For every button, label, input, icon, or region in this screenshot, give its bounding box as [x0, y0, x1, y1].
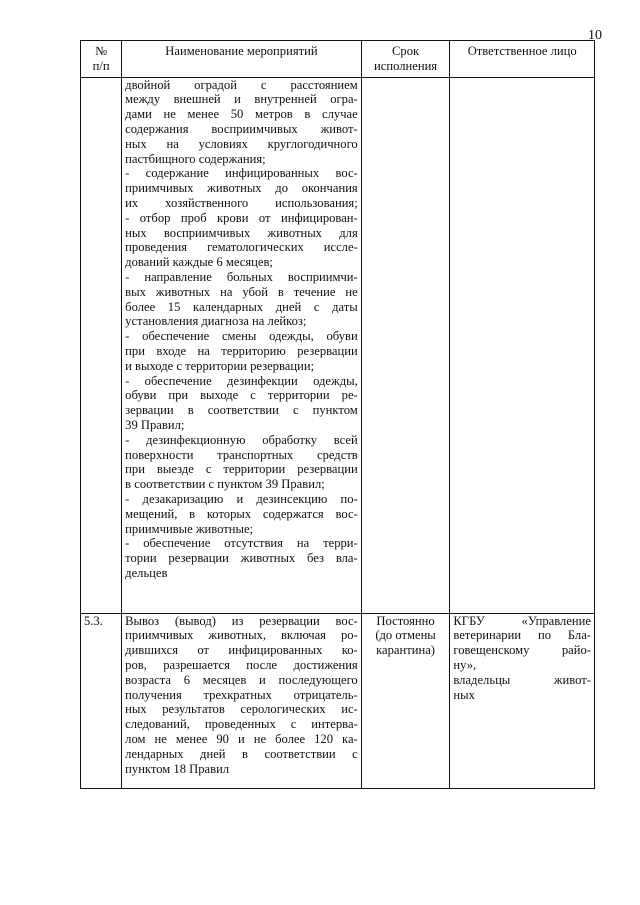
term-cell: [361, 613, 450, 788]
row-number-cell: [81, 77, 122, 613]
table-row: [81, 613, 595, 788]
term-line: карантина): [376, 643, 436, 658]
text-line: установления диагноза на лейкоз;: [125, 314, 307, 329]
responsible-cell: [450, 613, 595, 788]
text-line: ветеринарии по Бла-: [453, 628, 591, 643]
text-line: - обеспечение отсутствия на терри-: [125, 536, 358, 551]
text-line: возраста 6 месяцев и последующего: [125, 672, 358, 687]
text-line: более 15 календарных дней с даты: [125, 299, 358, 314]
header-responsible: Ответственное лицо: [450, 41, 595, 78]
header-name: Наименование мероприятий: [122, 41, 362, 78]
measure-text-cell: [122, 77, 362, 613]
term-line: Постоянно: [376, 613, 435, 628]
term-cell: [361, 77, 450, 613]
text-line: ных: [453, 687, 475, 702]
text-line: ных на условиях круглогодичного: [125, 136, 358, 151]
measure-text-cell: [122, 613, 362, 788]
text-line: приимчивых животных, включая ро-: [125, 628, 358, 643]
text-line: - обеспечение смены одежды, обуви: [125, 329, 358, 344]
text-line: мещений, в которых содержатся вос-: [125, 506, 358, 521]
text-line: - обеспечение дезинфекции одежды,: [125, 373, 358, 388]
text-line: пунктом 18 Правил: [125, 761, 230, 776]
text-line: ных результатов серологических ис-: [125, 702, 358, 717]
table-header-row: [81, 41, 595, 78]
text-line: тории резервации животных без вла-: [125, 551, 358, 566]
text-line: при входе на территорию резервации: [125, 343, 358, 358]
row-number-cell: 5.3.: [81, 613, 122, 788]
text-line: обуви при выходе с территории ре-: [125, 388, 358, 403]
table-row: [81, 77, 595, 613]
text-line: приимчивые животные;: [125, 521, 254, 536]
text-line: вых животных на убой в течение не: [125, 284, 358, 299]
text-line: содержания восприимчивых живот-: [125, 121, 358, 136]
text-line: лом не менее 90 и не более 120 ка-: [125, 731, 358, 746]
text-line: и выходе с территории резервации;: [125, 358, 315, 373]
text-line: 39 Правил;: [125, 417, 185, 432]
text-line: - отбор проб крови от инфицирован-: [125, 210, 358, 225]
text-line: между внешней и внутренней огра-: [125, 92, 358, 107]
text-line: проведения гематологических иссле-: [125, 240, 358, 255]
text-line: при выезде с территории резервации: [125, 462, 358, 477]
text-line: дившихся от инфицированных ко-: [125, 643, 358, 658]
responsible-cell: [450, 77, 595, 613]
header-term: Срок исполнения: [361, 41, 450, 78]
page-number: 10: [588, 28, 602, 43]
text-line: - содержание инфицированных вос-: [125, 166, 358, 181]
text-line: дельцев: [125, 565, 168, 580]
text-line: - направление больных восприимчи-: [125, 269, 358, 284]
text-line: владельцы живот-: [453, 672, 591, 687]
text-line: их хозяйственного использования;: [125, 195, 358, 210]
measures-table: [80, 40, 595, 789]
text-line: поверхности транспортных средств: [125, 447, 358, 462]
text-line: ров, разрешается после достижения: [125, 657, 358, 672]
text-line: лендарных дней в соответствии с: [125, 746, 358, 761]
text-line: - дезакаризацию и дезинсекцию по-: [125, 491, 358, 506]
header-number: № п/п: [81, 41, 122, 78]
text-line: ных восприимчивых животных для: [125, 225, 358, 240]
text-line: дований каждые 6 месяцев;: [125, 255, 273, 270]
text-line: КГБУ «Управление: [453, 613, 591, 628]
text-line: ну»,: [453, 657, 477, 672]
text-line: говещенскому райо-: [453, 643, 591, 658]
text-line: - дезинфекционную обработку всей: [125, 432, 358, 447]
text-line: получения трехкратных отрицатель-: [125, 687, 358, 702]
text-line: двойной оградой с расстоянием: [125, 77, 358, 92]
text-line: дами не менее 50 метров в случае: [125, 107, 358, 122]
term-line: (до отмены: [375, 628, 436, 643]
text-line: зервации в соответствии с пунктом: [125, 403, 358, 418]
text-line: следований, проведенных с интерва-: [125, 717, 358, 732]
text-line: в соответствии с пунктом 39 Правил;: [125, 477, 325, 492]
text-line: пастбищного содержания;: [125, 151, 266, 166]
text-line: Вывоз (вывод) из резервации вос-: [125, 613, 358, 628]
text-line: приимчивых животных до окончания: [125, 181, 358, 196]
